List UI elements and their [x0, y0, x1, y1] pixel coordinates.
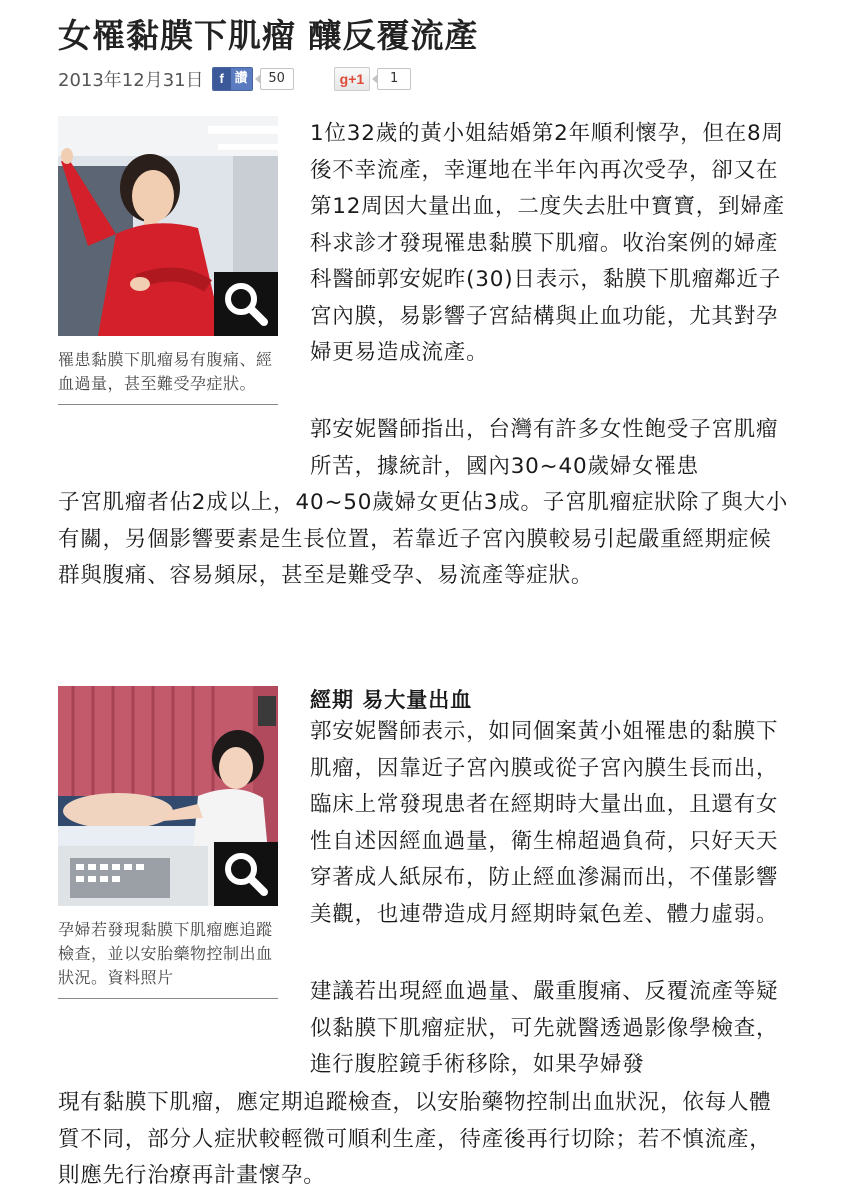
figure-2	[58, 686, 278, 999]
photo-ultrasound-exam[interactable]	[58, 686, 278, 906]
section-subheading: 經期 易大量出血	[310, 688, 473, 712]
figure-caption: 罹患黏膜下肌瘤易有腹痛、經血過量，甚至難受孕症狀。	[58, 348, 278, 405]
magnifier-icon	[214, 842, 278, 906]
paragraph-4-end: 現有黏膜下肌瘤，應定期追蹤檢查，以安胎藥物控制出血狀況，依每人體質不同，部分人症狀較輕微可順利生產，待產後再行切除；若不慎流產，則應先行治療再計畫懷孕。	[58, 1090, 772, 1188]
paragraph-4-start: 建議若出現經血過量、嚴重腹痛、反覆流產等疑似黏膜下肌瘤症狀，可先就醫透過影像學檢查，進行腹腔鏡手術移除，如果孕婦發	[310, 979, 779, 1077]
magnifier-icon	[214, 272, 278, 336]
article-title: 女罹黏膜下肌瘤 釀反覆流產	[58, 16, 479, 55]
article-meta	[58, 64, 411, 94]
publish-date: 2013年12月31日	[58, 70, 204, 91]
facebook-icon: f	[213, 68, 231, 90]
paragraph-3: 郭安妮醫師表示，如同個案黃小姐罹患的黏膜下肌瘤，因靠近子宮內膜或從子宮內膜生長而出，臨床上常發現患者在經期時大量出血，且還有女性自述因經血過量，衛生棉超過負荷，只好天天穿著成人紙尿布，防止經血滲漏而出，不僅影響美觀，也連帶造成月經期時氣色差、體力虛弱。	[310, 719, 779, 927]
photo-woman-abdominal-pain[interactable]	[58, 116, 278, 336]
facebook-like-count: 50	[260, 68, 294, 90]
google-plus-button[interactable]: g+1	[334, 67, 371, 91]
paragraph-2-start: 郭安妮醫師指出，台灣有許多女性飽受子宮肌瘤所苦，據統計，國內30~40歲婦女罹患	[310, 417, 779, 479]
google-plus-count: 1	[377, 68, 411, 90]
paragraph-1: 1位32歲的黃小姐結婚第2年順利懷孕，但在8周後不幸流產，幸運地在半年內再次受孕，卻又在第12周因大量出血，二度失去肚中寶寶，到婦產科求診才發現罹患黏膜下肌瘤。收治案例的婦產科醫師郭安妮昨(30)日表示，黏膜下肌瘤鄰近子宮內膜，易影響子宮結構與止血功能，尤其對孕婦更易造成流產。	[310, 121, 785, 365]
zoom-button[interactable]	[214, 272, 278, 336]
facebook-like-button[interactable]	[212, 67, 253, 91]
paragraph-2-end: 子宮肌瘤者佔2成以上，40~50歲婦女更佔3成。子宮肌瘤症狀除了與大小有關，另個影響要素是生長位置，若靠近子宮內膜較易引起嚴重經期症候群與腹痛、容易頻尿，甚至是難受孕、易流產等症狀。	[58, 490, 789, 588]
like-label: 讚	[231, 68, 252, 90]
figure-1	[58, 116, 278, 405]
zoom-button[interactable]	[214, 842, 278, 906]
figure-caption: 孕婦若發現黏膜下肌瘤應追蹤檢查，並以安胎藥物控制出血狀況。資料照片	[58, 918, 278, 999]
